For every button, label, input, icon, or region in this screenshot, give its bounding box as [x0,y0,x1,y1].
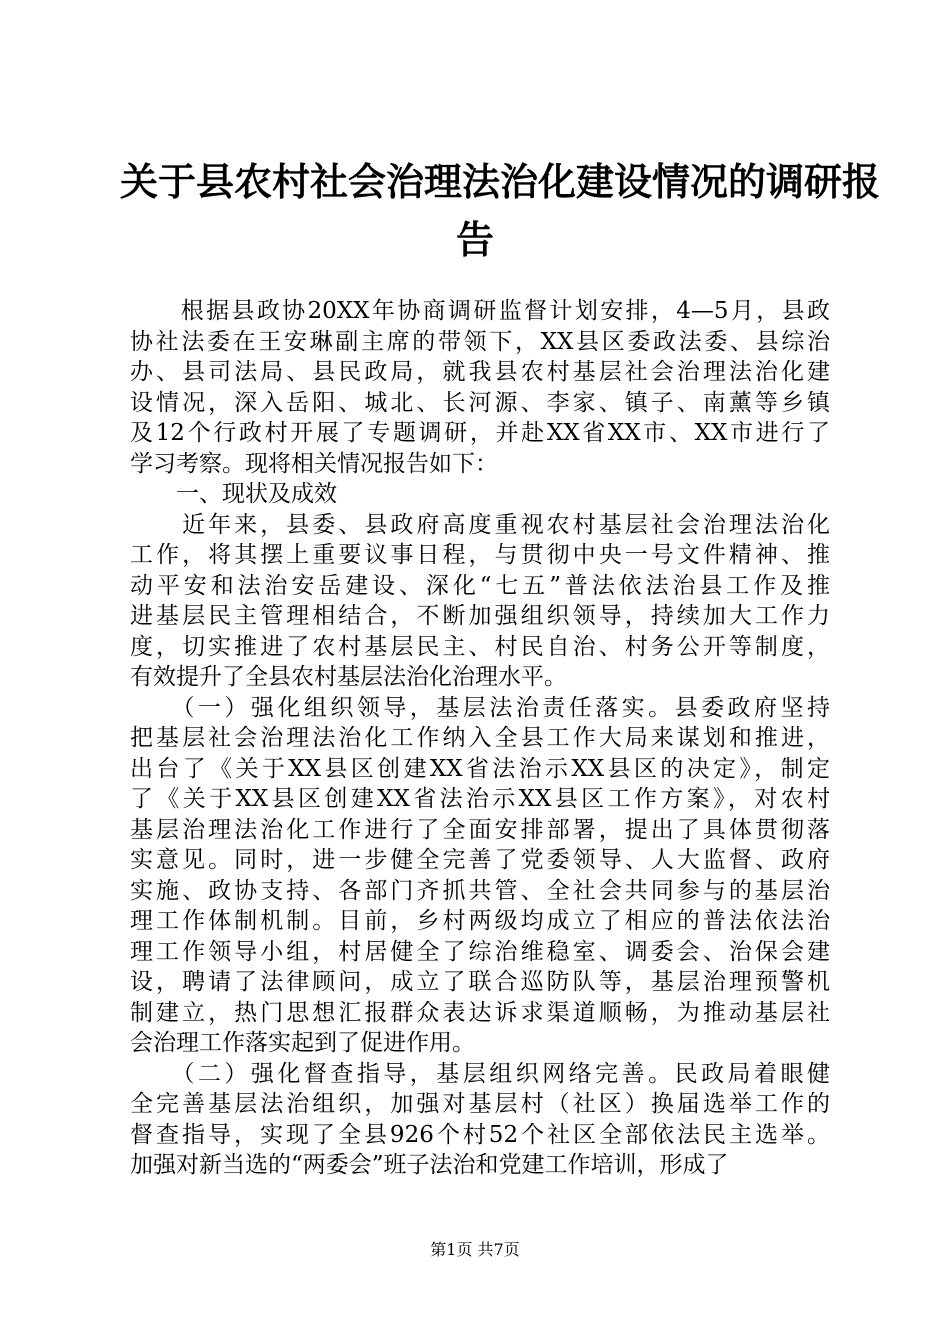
text-line: 出台了《关于XX县区创建XX省法治示XX县区的决定》，制定 [130,755,830,782]
document-title-line-2: 告 [455,218,494,262]
text-line: 会治理工作落实起到了促进作用。 [130,1030,475,1056]
text-line: 动平安和法治安岳建设、深化“七五”普法依法治县工作及推 [130,572,830,599]
text-line: 及12个行政村开展了专题调研，并赴XX省XX市、XX市进行了 [130,420,830,446]
text-line: 了《关于XX县区创建XX省法治示XX县区工作方案》，对农村 [130,786,830,812]
text-line: 根据县政协20XX年协商调研监督计划安排，4—5月，县政 [130,298,830,324]
text-line: 全完善基层法治组织，加强对基层村（社区）换届选举工作的 [130,1091,830,1117]
text-line: （二）强化督查指导，基层组织网络完善。民政局着眼健 [130,1060,830,1087]
text-line: 督查指导，实现了全县926个村52个社区全部依法民主选举。 [130,1121,830,1148]
page-footer: 第1页 共7页 [430,1240,520,1259]
text-line: 设情况，深入岳阳、城北、长河源、李家、镇子、南薰等乡镇 [130,389,830,416]
text-line: 实意见。同时，进一步健全完善了党委领导、人大监督、政府 [130,847,830,873]
text-line: 制建立，热门思想汇报群众表达诉求渠道顺畅，为推动基层社 [130,999,830,1026]
text-line: 实施、政协支持、各部门齐抓共管、全社会共同参与的基层治 [130,877,830,904]
paragraph-section-heading [130,479,830,510]
paragraph-intro [130,296,830,479]
text-line: 一、现状及成效 [130,481,337,507]
paragraph-overview [130,510,830,693]
text-line: 有效提升了全县农村基层法治化治理水平。 [130,664,567,690]
text-line: 办、县司法局、县民政局，就我县农村基层社会治理法治化建 [130,359,830,385]
document-body [130,296,830,1181]
paragraph-item-1 [130,693,830,1059]
paragraph-item-2 [130,1059,830,1181]
text-line: 进基层民主管理相结合，不断加强组织领导，持续加大工作力 [130,603,830,629]
text-line: 把基层社会治理法治化工作纳入全县工作大局来谋划和推进， [130,725,830,751]
text-line: 近年来，县委、县政府高度重视农村基层社会治理法治化 [130,511,830,538]
document-title-line-1: 关于县农村社会治理法治化建设情况的调研报 [120,160,881,204]
text-line: 理工作领导小组，村居健全了综治维稳室、调委会、治保会建 [130,938,830,965]
text-line: 协社法委在王安琳副主席的带领下，XX县区委政法委、县综治 [130,328,830,355]
text-line: 学习考察。现将相关情况报告如下： [130,450,498,477]
text-line: 理工作体制机制。目前，乡村两级均成立了相应的普法依法治 [130,908,830,934]
text-line: 工作，将其摆上重要议事日程，与贯彻中央一号文件精神、推 [130,542,830,568]
text-line: 度，切实推进了农村基层民主、村民自治、村务公开等制度， [130,633,830,660]
text-line: 设，聘请了法律顾问，成立了联合巡防队等，基层治理预警机 [130,969,830,995]
text-line: （一）强化组织领导，基层法治责任落实。县委政府坚持 [130,694,830,721]
text-line: 加强对新当选的“两委会”班子法治和党建工作培训，形成了 [130,1152,729,1178]
text-line: 基层治理法治化工作进行了全面安排部署，提出了具体贯彻落 [130,816,830,843]
